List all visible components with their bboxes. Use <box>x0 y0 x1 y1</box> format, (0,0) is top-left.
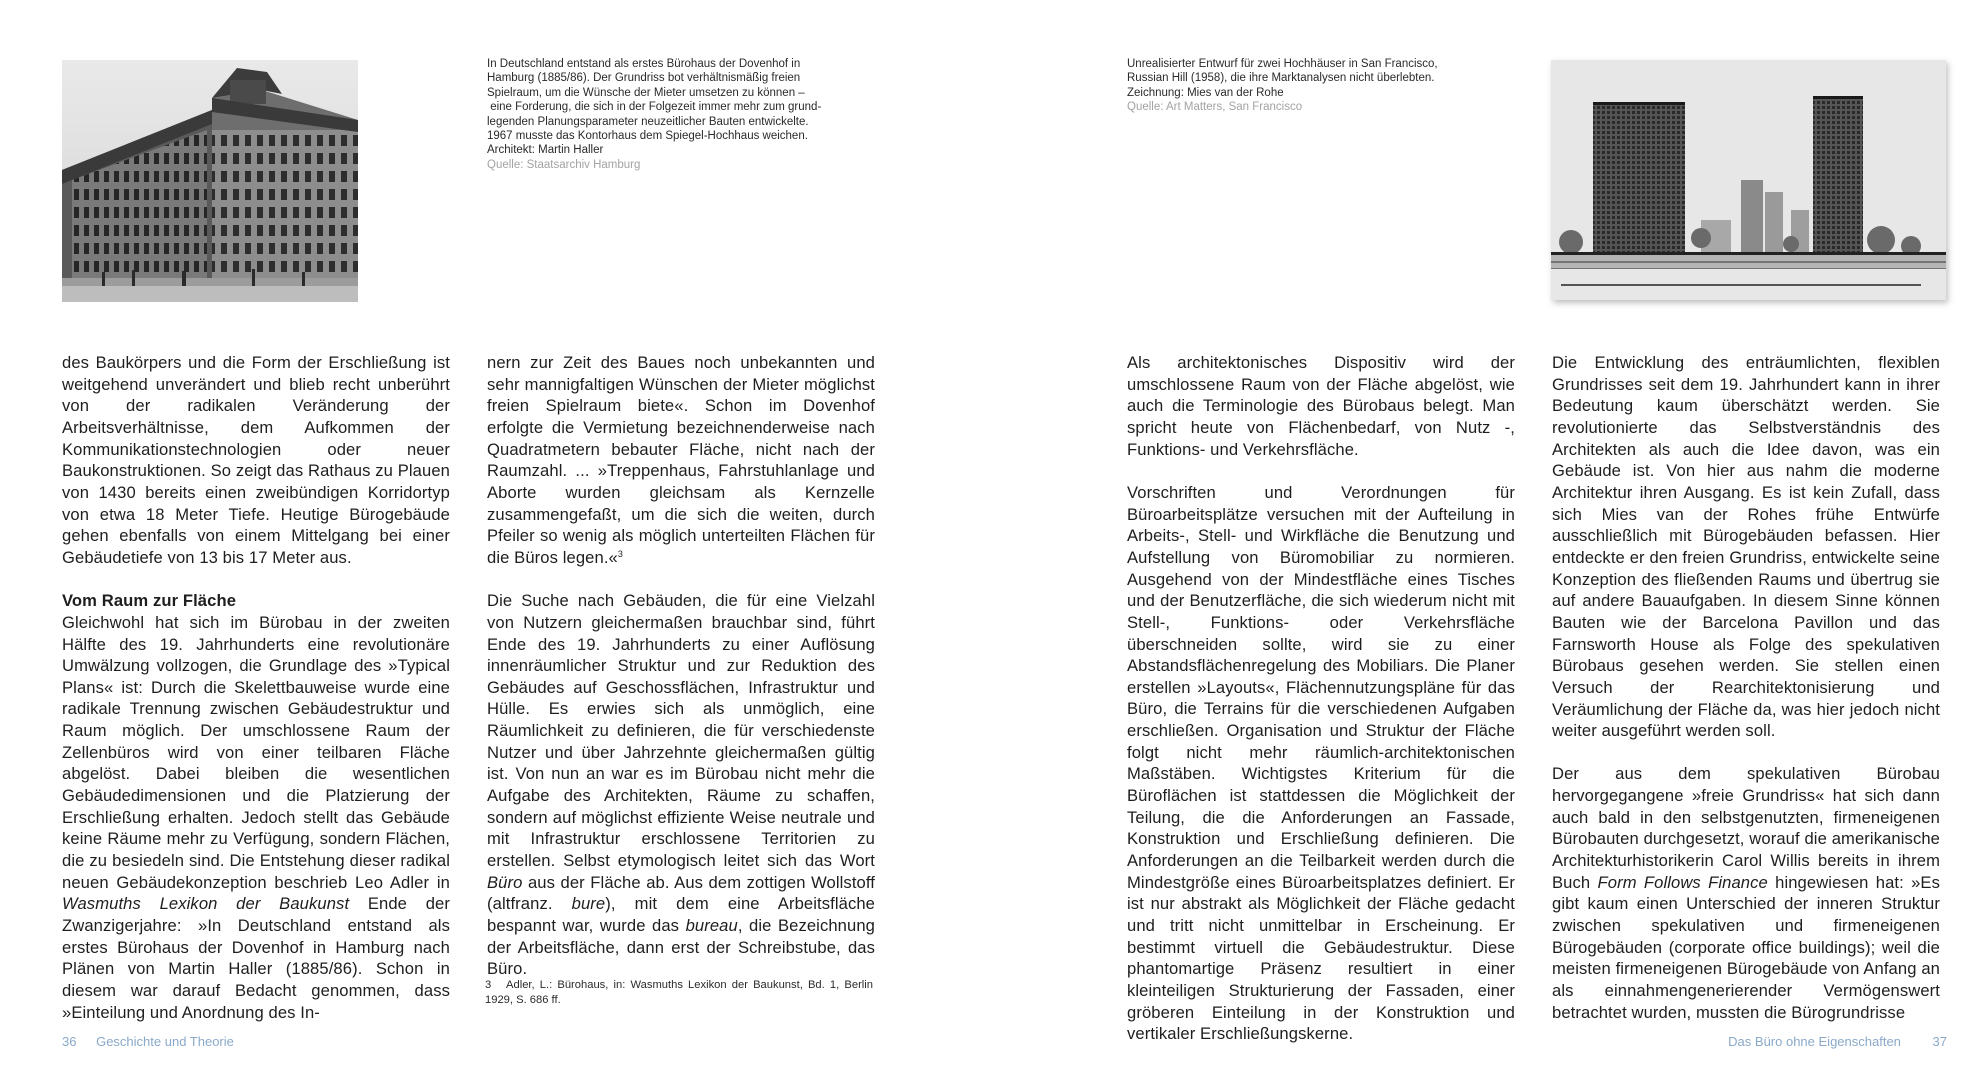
dovenhof-photo <box>62 60 358 302</box>
section-heading: Vom Raum zur Fläche <box>62 591 237 611</box>
caption-line: Russian Hill (1958), die ihre Marktanalysen nicht überlebten. <box>1127 72 1435 85</box>
caption-line: In Deutschland entstand als erstes Bürohaus der Dovenhof in <box>487 58 801 70</box>
page-number: 36 <box>62 1034 77 1049</box>
figure-caption-left <box>487 57 875 172</box>
paragraph: des Baukörpers und die Form der Erschließung ist weitgehend unverändert und blieb recht unberührt von der radikalen Veränderung der Arbeitsverhältnisse, dem Aufkommen der Kommunikationstechnologien oder neuer Baukonstruktionen. So zeigt das Rathaus zu Plauen von 1430 bereits einen zweibündigen Korridortyp von etwa 18 Meter Tiefe. Heutige Bürogebäude gehen ebenfalls von einem Mittelgang bei einer Gebäudetiefe von 13 bis 17 Meter aus. <box>62 353 450 567</box>
footnote-marker: 3 <box>617 548 623 559</box>
text-column-2 <box>487 352 875 980</box>
footer-right <box>1728 1034 1947 1050</box>
book-title: Form Follows Finance <box>1597 872 1768 892</box>
caption-line: Unrealisierter Entwurf für zwei Hochhäuser in San Francisco, <box>1127 58 1438 70</box>
caption-line: Architekt: Martin Haller <box>487 144 604 157</box>
mies-drawing-svg <box>1551 60 1946 300</box>
paragraph: Als architektonisches Dispositiv wird der umschlossene Raum von der Fläche abgelöst, wie auch die Terminologie des Bürobaus belegt. Man spricht heute von Flächenbedarf, von Nutz -, Funktions- und Verkehrsfläche. <box>1127 353 1515 459</box>
dovenhof-photo-svg <box>62 60 358 302</box>
paragraph: nern zur Zeit des Baues noch unbekannten und sehr mannigfaltigen Wünschen der Mieter möglichst freien Spielraum biete«. Schon im Dovenhof erfolgte die Vermietung bezeichnenderweise nach Quadratmetern bebauter Fläche, nicht nach der Raumzahl. ... »Treppenhaus, Fahrstuhlanlage und Aborte wurden gleichsam als Kernzelle zusammengefaßt, um die sich die weiten, durch Pfeiler so wenig als möglich unterteilten Flächen für die Büros legen.«$^3$ <box>487 353 875 567</box>
figure-caption-right <box>1127 57 1515 115</box>
caption-source: Quelle: Art Matters, San Francisco <box>1127 101 1303 114</box>
running-title: Geschichte und Theorie <box>96 1034 234 1049</box>
paragraph: Der aus dem spekulativen Bürobau hervorgegangene »freie Grundriss« hat sich dann auch bald in den selbstgenutzten, firmeneigenen Bürobauten durchgesetzt, worauf die amerikanische Architekturhistorikerin Carol Willis bereits in ihrem Buch Form Follows Finance hingewiesen hat: »Es gibt kaum einen Unterschied der inneren Struktur zwischen spekulativen und firmeneigenen Bürogebäuden (corporate office buildings); weil die meisten firmeneigenen Bürogebäude von Anfang an als einnahmengenerierender Vermögenswert betrachtet wurden, mussten die Bürogrundrisse <box>1552 764 1940 1022</box>
running-title: Das Büro ohne Eigenschaften <box>1728 1034 1901 1049</box>
text-column-3 <box>1127 352 1515 1045</box>
page-number: 37 <box>1932 1034 1947 1049</box>
caption-line: Spielraum, um die Wünsche der Mieter umsetzen zu können – <box>487 86 805 99</box>
caption-line: eine Forderung, die sich in der Folgezeit immer mehr zum grund- <box>487 101 822 114</box>
caption-line: Zeichnung: Mies van der Rohe <box>1127 86 1284 99</box>
caption-line: 1967 musste das Kontorhaus dem Spiegel-Hochhaus weichen. <box>487 130 808 143</box>
caption-source: Quelle: Staatsarchiv Hamburg <box>487 158 641 171</box>
caption-line: legenden Planungsparameter neuzeitlicher Bauten entwickelte. <box>487 115 809 128</box>
footnote: 3 Adler, L.: Bürohaus, in: Wasmuths Lexikon der Baukunst, Bd. 1, Berlin 1929, S. 686 ff. <box>485 979 877 1006</box>
book-title: Wasmuths Lexikon der Baukunst <box>62 894 350 914</box>
paragraph: Vorschriften und Verordnungen für Büroarbeitsplätze versuchen mit der Aufteilung in Arbeits-, Stell- und Wirkfläche die Benutzung und Aufstellung von Büromobiliar zu normieren. Ausgehend von der Mindestfläche eines Tisches und der Benutzerfläche, die sich wiederum nicht mit Stell-, Funktions- oder Verkehrsfläche überschneiden sollte, wird sie zu einer Abstandsflächenregelung des Mobiliars. Die Planer erstellen »Layouts«, Flächennutzungspläne für das Büro, die Terrains für die verschiedenen Aufgaben erschließen. Organisation und Struktur der Fläche folgt nicht mehr räumlich-architektonischen Maßstäben. Wichtigstes Kriterium für die Büroflächen ist stattdessen die Möglichkeit der Teilung, die die Anforderungen an Fassade, Konstruktion und Erschließung definieren. Die Anforderungen an die Teilbarkeit werden durch die Mindestgröße eines Büroarbeitsplatzes definiert. Er ist nur abstrakt als Möglichkeit der Fläche gedacht und tritt nicht unmittelbar in Erscheinung. Er bestimmt virtuell die Gebäudestruktur. Diese phantomartige Präsenz resultiert in einer kleinteiligen Strukturierung der Fassaden, einer gröberen Einteilung in der Konstruktion und vertikaler Erschließungskerne. <box>1127 482 1515 1044</box>
text-column-4 <box>1552 352 1940 1023</box>
paragraph: Die Entwicklung des enträumlichten, flexiblen Grundrisses seit dem 19. Jahrhundert kann in ihrer Bedeutung kaum überschätzt werden. Sie revolutionierte das Selbstverständnis des Architekten als auch die Idee davon, was ein Gebäude ist. Von hier aus nahm die moderne Architektur ihren Ausgang. Es ist kein Zufall, dass sich Mies van der Rohes frühe Entwürfe ausschließlich mit Bürogebäuden befassen. Hier entdeckte er den freien Grundriss, entwickelte seine Konzeption des fließenden Raums und übertrug sie auf andere Bauaufgaben. In diesem Sinne können Bauten wie der Barcelona Pavillon und das Farnsworth House als Folge des spekulativen Bürobaus gesehen werden. Sie stellen einen Versuch der Rearchitektonisierung und Veräumlichung der Fläche da, was hier jedoch nicht weiter ausgeführt werden soll. <box>1552 353 1940 741</box>
paragraph: Die Suche nach Gebäuden, die für eine Vielzahl von Nutzern gleichermaßen brauchbar sind, führt Ende des 19. Jahrhunderts zu einer Auflösung innenräumlicher Struktur und zur Reduktion des Gebäudes auf Geschossflächen, Infrastruktur und Hülle. Es erwies sich als unmöglich, eine Räumlichkeit zu definieren, die für verschiedenste Nutzer und über Jahrzehnte gleichermaßen gültig ist. Von nun an war es im Bürobau nicht mehr die Aufgabe des Architekten, Räume zu schaffen, sondern auf möglichst effiziente Weise neutrale und mit Infrastruktur erschlossene Territorien zu erstellen. Selbst etymologisch leitet sich das Wort Büro aus der Fläche ab. Aus dem zottigen Wollstoff (altfranz. bure), mit dem eine Arbeitsfläche bespannt war, wurde das bureau, die Bezeichnung der Arbeitsfläche, dann erst der Schreibstube, das Büro. <box>487 591 875 979</box>
text-column-1 <box>62 352 450 1023</box>
paragraph: Gleichwohl hat sich im Bürobau in der zweiten Hälfte des 19. Jahrhunderts eine revolutionäre Umwälzung vollzogen, die Grundlage des »Typical Plans« ist: Durch die Skelettbauweise wurde eine radikale Trennung zwischen Gebäudestruktur und Raum möglich. Der umschlossene Raum der Zellenbüros wird von einer teilbaren Fläche abgelöst. Dabei bleiben die wesentlichen Gebäudedimensionen und die Platzierung der Erschließung erhalten. Jedoch stellt das Gebäude keine Räume mehr zu Verfügung, sondern Flächen, die zu besiedeln sind. Die Entstehung dieser radikal neuen Gebäudekonzeption beschrieb Leo Adler in Wasmuths Lexikon der Baukunst Ende der Zwanzigerjahre: »In Deutschland entstand als erstes Bürohaus der Dovenhof in Hamburg nach Plänen von Martin Haller (1885/86). Schon in diesem war darauf Bedacht genommen, dass »Einteilung und Anordnung des In- <box>62 612 451 1022</box>
mies-drawing <box>1551 60 1946 300</box>
caption-line: Hamburg (1885/86). Der Grundriss bot verhältnismäßig freien <box>487 72 801 85</box>
footer-left <box>62 1034 234 1050</box>
